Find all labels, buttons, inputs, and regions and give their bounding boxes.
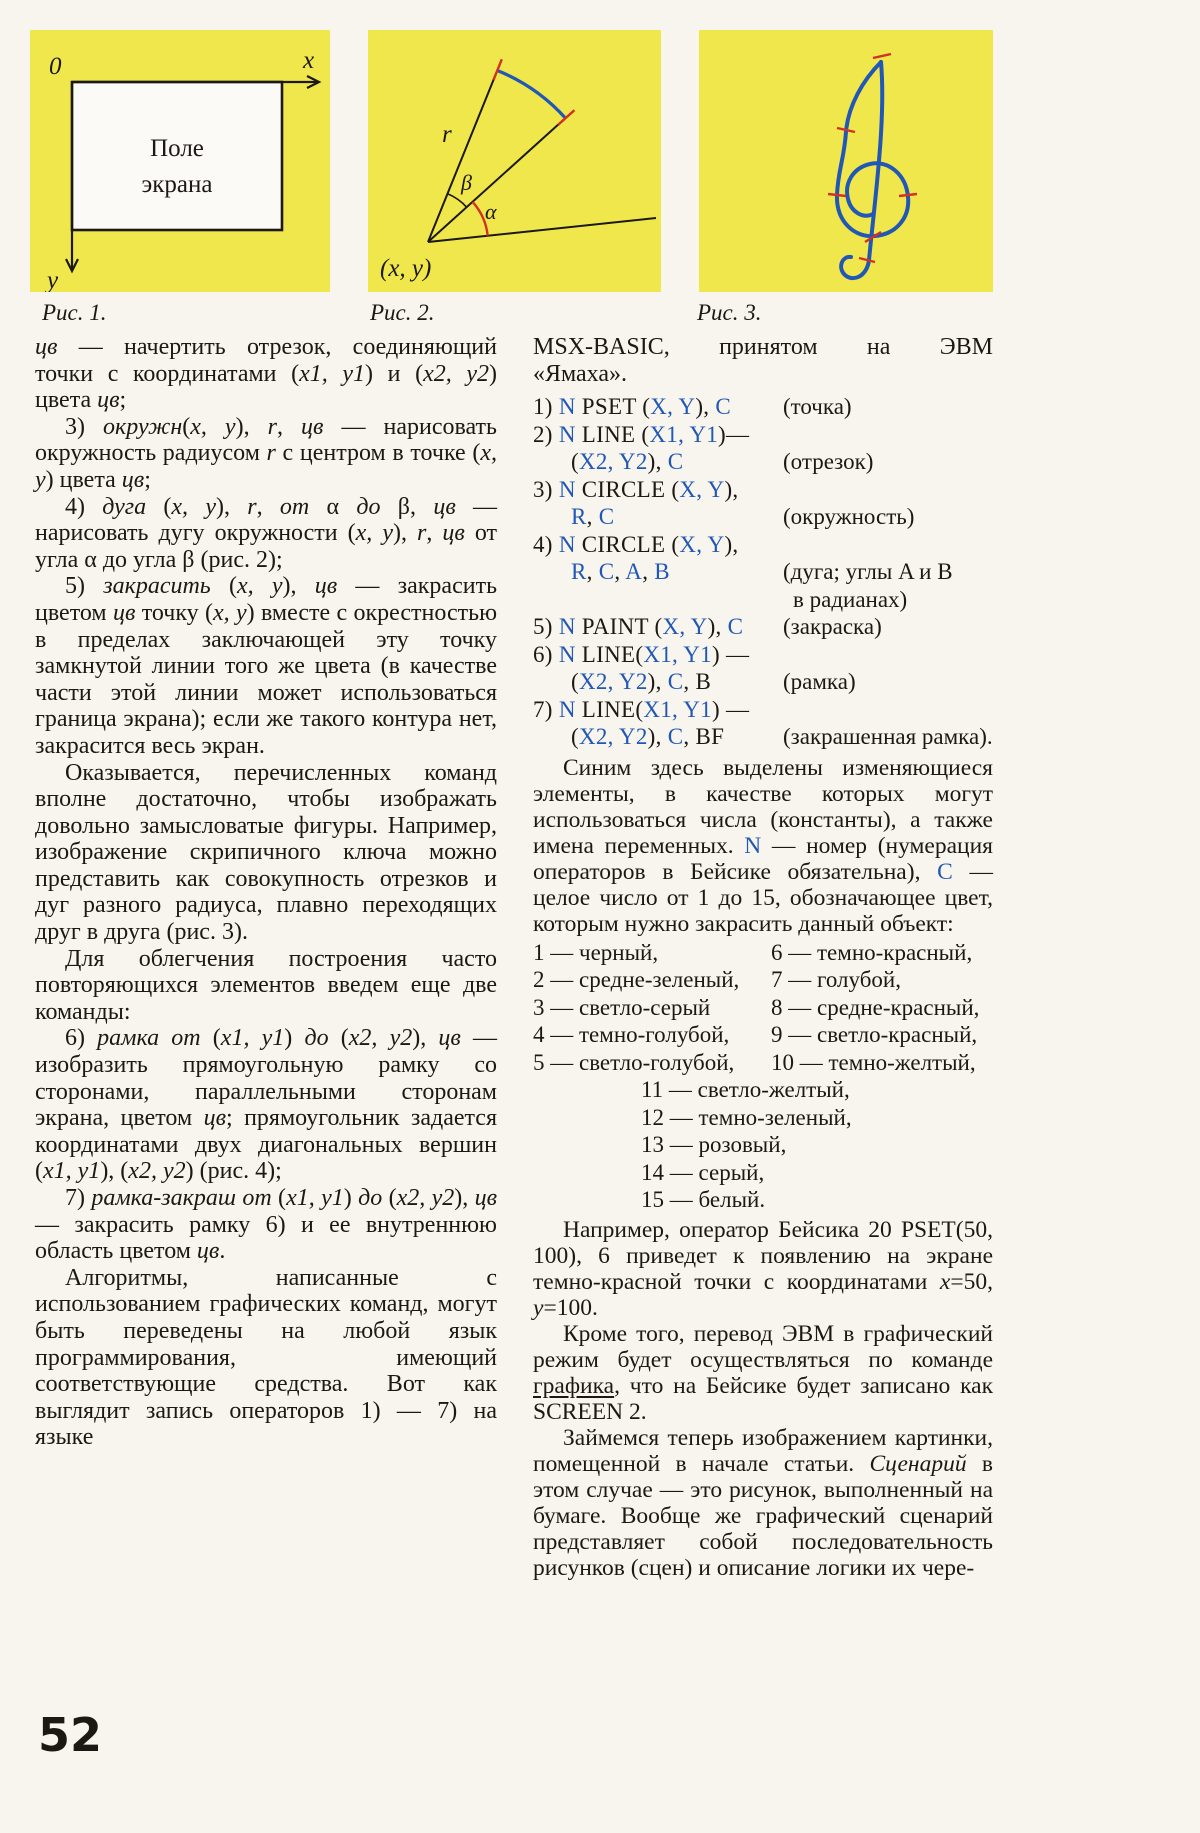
code-row xyxy=(533,448,993,476)
basic-code-listing xyxy=(533,393,993,751)
code-row xyxy=(533,393,993,421)
code-comment: (отрезок) xyxy=(783,449,874,474)
point-label: (x, y) xyxy=(380,255,432,282)
color-entry: 1 — черный, xyxy=(533,939,659,965)
figure-3-caption: Рис. 3. xyxy=(697,300,762,325)
color-table-row xyxy=(533,1131,993,1159)
color-entry: 15 — белый. xyxy=(641,1187,766,1212)
code-row xyxy=(533,503,993,531)
color-table-row xyxy=(533,1159,993,1187)
y-axis-label: y xyxy=(47,267,59,292)
figure-background xyxy=(699,30,993,292)
paragraph: Оказывается, перечисленных команд вполне достаточно, чтобы изображать довольно замысловатые фигуры. Например, изображение скрипичного ключа можно представить как совокупность отрезков и дуг разного радиуса, плавно переходящих друг в друга (рис. 3). xyxy=(35,759,497,946)
code-text: 3) N CIRCLE (X, Y), xyxy=(533,476,739,502)
left-column xyxy=(35,334,497,1451)
color-table-row xyxy=(533,1021,993,1049)
color-entry: 8 — средне-красный, xyxy=(771,994,980,1020)
figure-3 xyxy=(699,30,993,292)
figure-2-caption: Рис. 2. xyxy=(370,300,435,325)
x-axis-label: x xyxy=(303,47,315,74)
color-entry: 13 — розовый, xyxy=(641,1132,787,1157)
paragraph: Синим здесь выделены изменяющиеся элементы, в качестве которых могут использоваться числа (константы), а также имена переменных. N — номер (нумерация операторов в Бейсике обязательна), C — целое число от 1 до 15, обозначающее цвет, которым нужно закрасить данный объект: xyxy=(533,754,994,937)
code-comment: (закрашенная рамка). xyxy=(783,724,993,749)
color-entry: 5 — светло-голубой, xyxy=(533,1049,735,1075)
color-entry: 10 — темно-желтый, xyxy=(771,1049,976,1075)
screen-field-label-line1: Поле xyxy=(150,135,204,162)
text-columns xyxy=(35,334,993,1581)
code-text: 4) N CIRCLE (X, Y), xyxy=(533,531,739,557)
code-row xyxy=(533,476,993,504)
page-number: 52 xyxy=(38,1708,103,1762)
code-row xyxy=(533,421,993,449)
code-row xyxy=(533,558,993,586)
color-entry: 14 — серый, xyxy=(641,1159,765,1185)
color-table-row xyxy=(533,1186,993,1214)
code-comment: (точка) xyxy=(783,394,852,419)
code-row xyxy=(533,668,993,696)
color-tail xyxy=(533,1076,993,1214)
code-row xyxy=(533,531,993,559)
color-table-row xyxy=(533,1049,993,1077)
figure-1-caption: Рис. 1. xyxy=(42,300,107,325)
code-comment: в радианах) xyxy=(793,586,908,612)
paragraph: Алгоритмы, написанные с использованием графических команд, могут быть переведены на любой язык программирования, имеющий соответствующие средства. Вот как выглядит запись операторов 1) — 7) на языке xyxy=(35,1264,497,1451)
color-entry: 9 — светло-красный, xyxy=(771,1022,978,1047)
color-table-row xyxy=(533,1104,993,1132)
color-table-row xyxy=(533,1076,993,1104)
code-row xyxy=(533,696,993,724)
figure-background xyxy=(368,30,661,292)
code-text: 6) N LINE(X1, Y1) — xyxy=(533,641,750,667)
screen-field-label-line2: экрана xyxy=(141,171,213,198)
figure-1 xyxy=(30,30,330,292)
code-text: R, C, A, B xyxy=(571,559,670,584)
closing-paragraphs xyxy=(533,1217,993,1581)
code-comment: (закраска) xyxy=(783,614,882,639)
code-text: (X2, Y2), C xyxy=(571,449,684,474)
code-text: 7) N LINE(X1, Y1) — xyxy=(533,696,750,722)
color-table-row xyxy=(533,939,993,967)
msx-basic-heading-line2: «Ямаха». xyxy=(533,361,628,387)
figures-row xyxy=(30,30,993,292)
code-text: 1) N PSET (X, Y), C xyxy=(533,394,732,419)
color-entry: 6 — темно-красный, xyxy=(771,939,973,965)
paragraph: Займемся теперь изображением картинки, помещенной в начале статьи. Сценарий в этом случае — это рисунок, выполненный на бумаге. Вообще же графический сценарий представляет собой последовательность рисунков (сцен) и описание логики их чере- xyxy=(533,1424,993,1581)
paragraph: Например, оператор Бейсика 20 PSET(50, 100), 6 приведет к появлению на экране темно-красной точки с координатами x=50, y=100. xyxy=(533,1216,993,1321)
figure-2 xyxy=(368,30,661,292)
alpha-label: α xyxy=(485,199,497,224)
code-text: 5) N PAINT (X, Y), C xyxy=(533,614,744,639)
radius-label: r xyxy=(442,121,452,148)
figure-captions-row xyxy=(0,300,1200,330)
color-table-row xyxy=(533,994,993,1022)
color-pairs xyxy=(533,939,993,1077)
color-entry: 12 — темно-зеленый, xyxy=(641,1104,852,1130)
arc-angles-diagram xyxy=(368,30,661,292)
treble-clef-drawing xyxy=(699,30,993,292)
paragraph: 3) окружн(x, y), r, цв — нарисовать окружность радиусом r с центром в точке (x, y) цвета цв; xyxy=(35,413,497,493)
msx-basic-heading-line1: MSX-BASIC, принятом на ЭВМ xyxy=(533,334,993,360)
color-code-table xyxy=(533,939,993,1214)
right-column xyxy=(533,334,993,1581)
code-text: (X2, Y2), C, B xyxy=(571,669,712,694)
paragraph: 6) рамка от (x1, y1) до (x2, y2), цв — изобразить прямоугольную рамку со сторонами, параллельными сторонам экрана, цветом цв; прямоугольник задается координатами двух диагональных вершин (x1, y1), (x2, y2) (рис. 4); xyxy=(35,1025,498,1185)
color-entry: 7 — голубой, xyxy=(771,967,901,992)
origin-label: 0 xyxy=(49,53,62,80)
paragraph: 5) закрасить (x, y), цв — закрасить цветом цв точку (x, y) вместе с окрестностью в пределах заключающей эту точку замкнутой линии того же цвета (в качестве части этой линии может использоваться граница экрана); если же такого контура нет, закрасится весь экран. xyxy=(35,573,498,759)
color-entry: 4 — темно-голубой, xyxy=(533,1022,730,1047)
paragraph: 4) дуга (x, y), r, от α до β, цв — нарисовать дугу окружности (x, y), r, цв от угла α до угла β (рис. 2); xyxy=(35,493,498,573)
paragraph: Кроме того, перевод ЭВМ в графический режим будет осуществляться по команде графика, что на Бейсике будет записано как SCREEN 2. xyxy=(533,1320,993,1425)
code-row xyxy=(533,613,993,641)
code-row xyxy=(533,641,993,669)
color-entry: 2 — средне-зеленый, xyxy=(533,967,740,992)
code-comment: (дуга; углы A и B xyxy=(783,559,953,584)
paragraph: Для облегчения построения часто повторяющихся элементов введем еще две команды: xyxy=(35,945,497,1025)
code-row xyxy=(533,723,993,751)
code-row xyxy=(533,586,993,614)
code-text: R, C xyxy=(571,504,615,529)
color-entry: 11 — светло-желтый, xyxy=(641,1077,850,1102)
beta-label: β xyxy=(461,170,472,195)
screen-field-diagram xyxy=(30,30,330,292)
paragraph: цв — начертить отрезок, соединяющий точки с координатами (x1, y1) и (x2, y2) цвета цв; xyxy=(35,334,498,414)
code-text: (X2, Y2), C, BF xyxy=(571,724,725,749)
color-entry: 3 — светло-серый xyxy=(533,994,711,1020)
code-comment: (рамка) xyxy=(783,669,856,694)
color-table-row xyxy=(533,966,993,994)
code-text: 2) N LINE (X1, Y1)— xyxy=(533,421,750,447)
code-comment: (окружность) xyxy=(783,504,915,529)
blue-elements-note xyxy=(533,755,993,937)
paragraph: 7) рамка-закраш от (x1, y1) до (x2, y2), цв — закрасить рамку 6) и ее внутреннюю область цветом цв. xyxy=(35,1185,498,1265)
